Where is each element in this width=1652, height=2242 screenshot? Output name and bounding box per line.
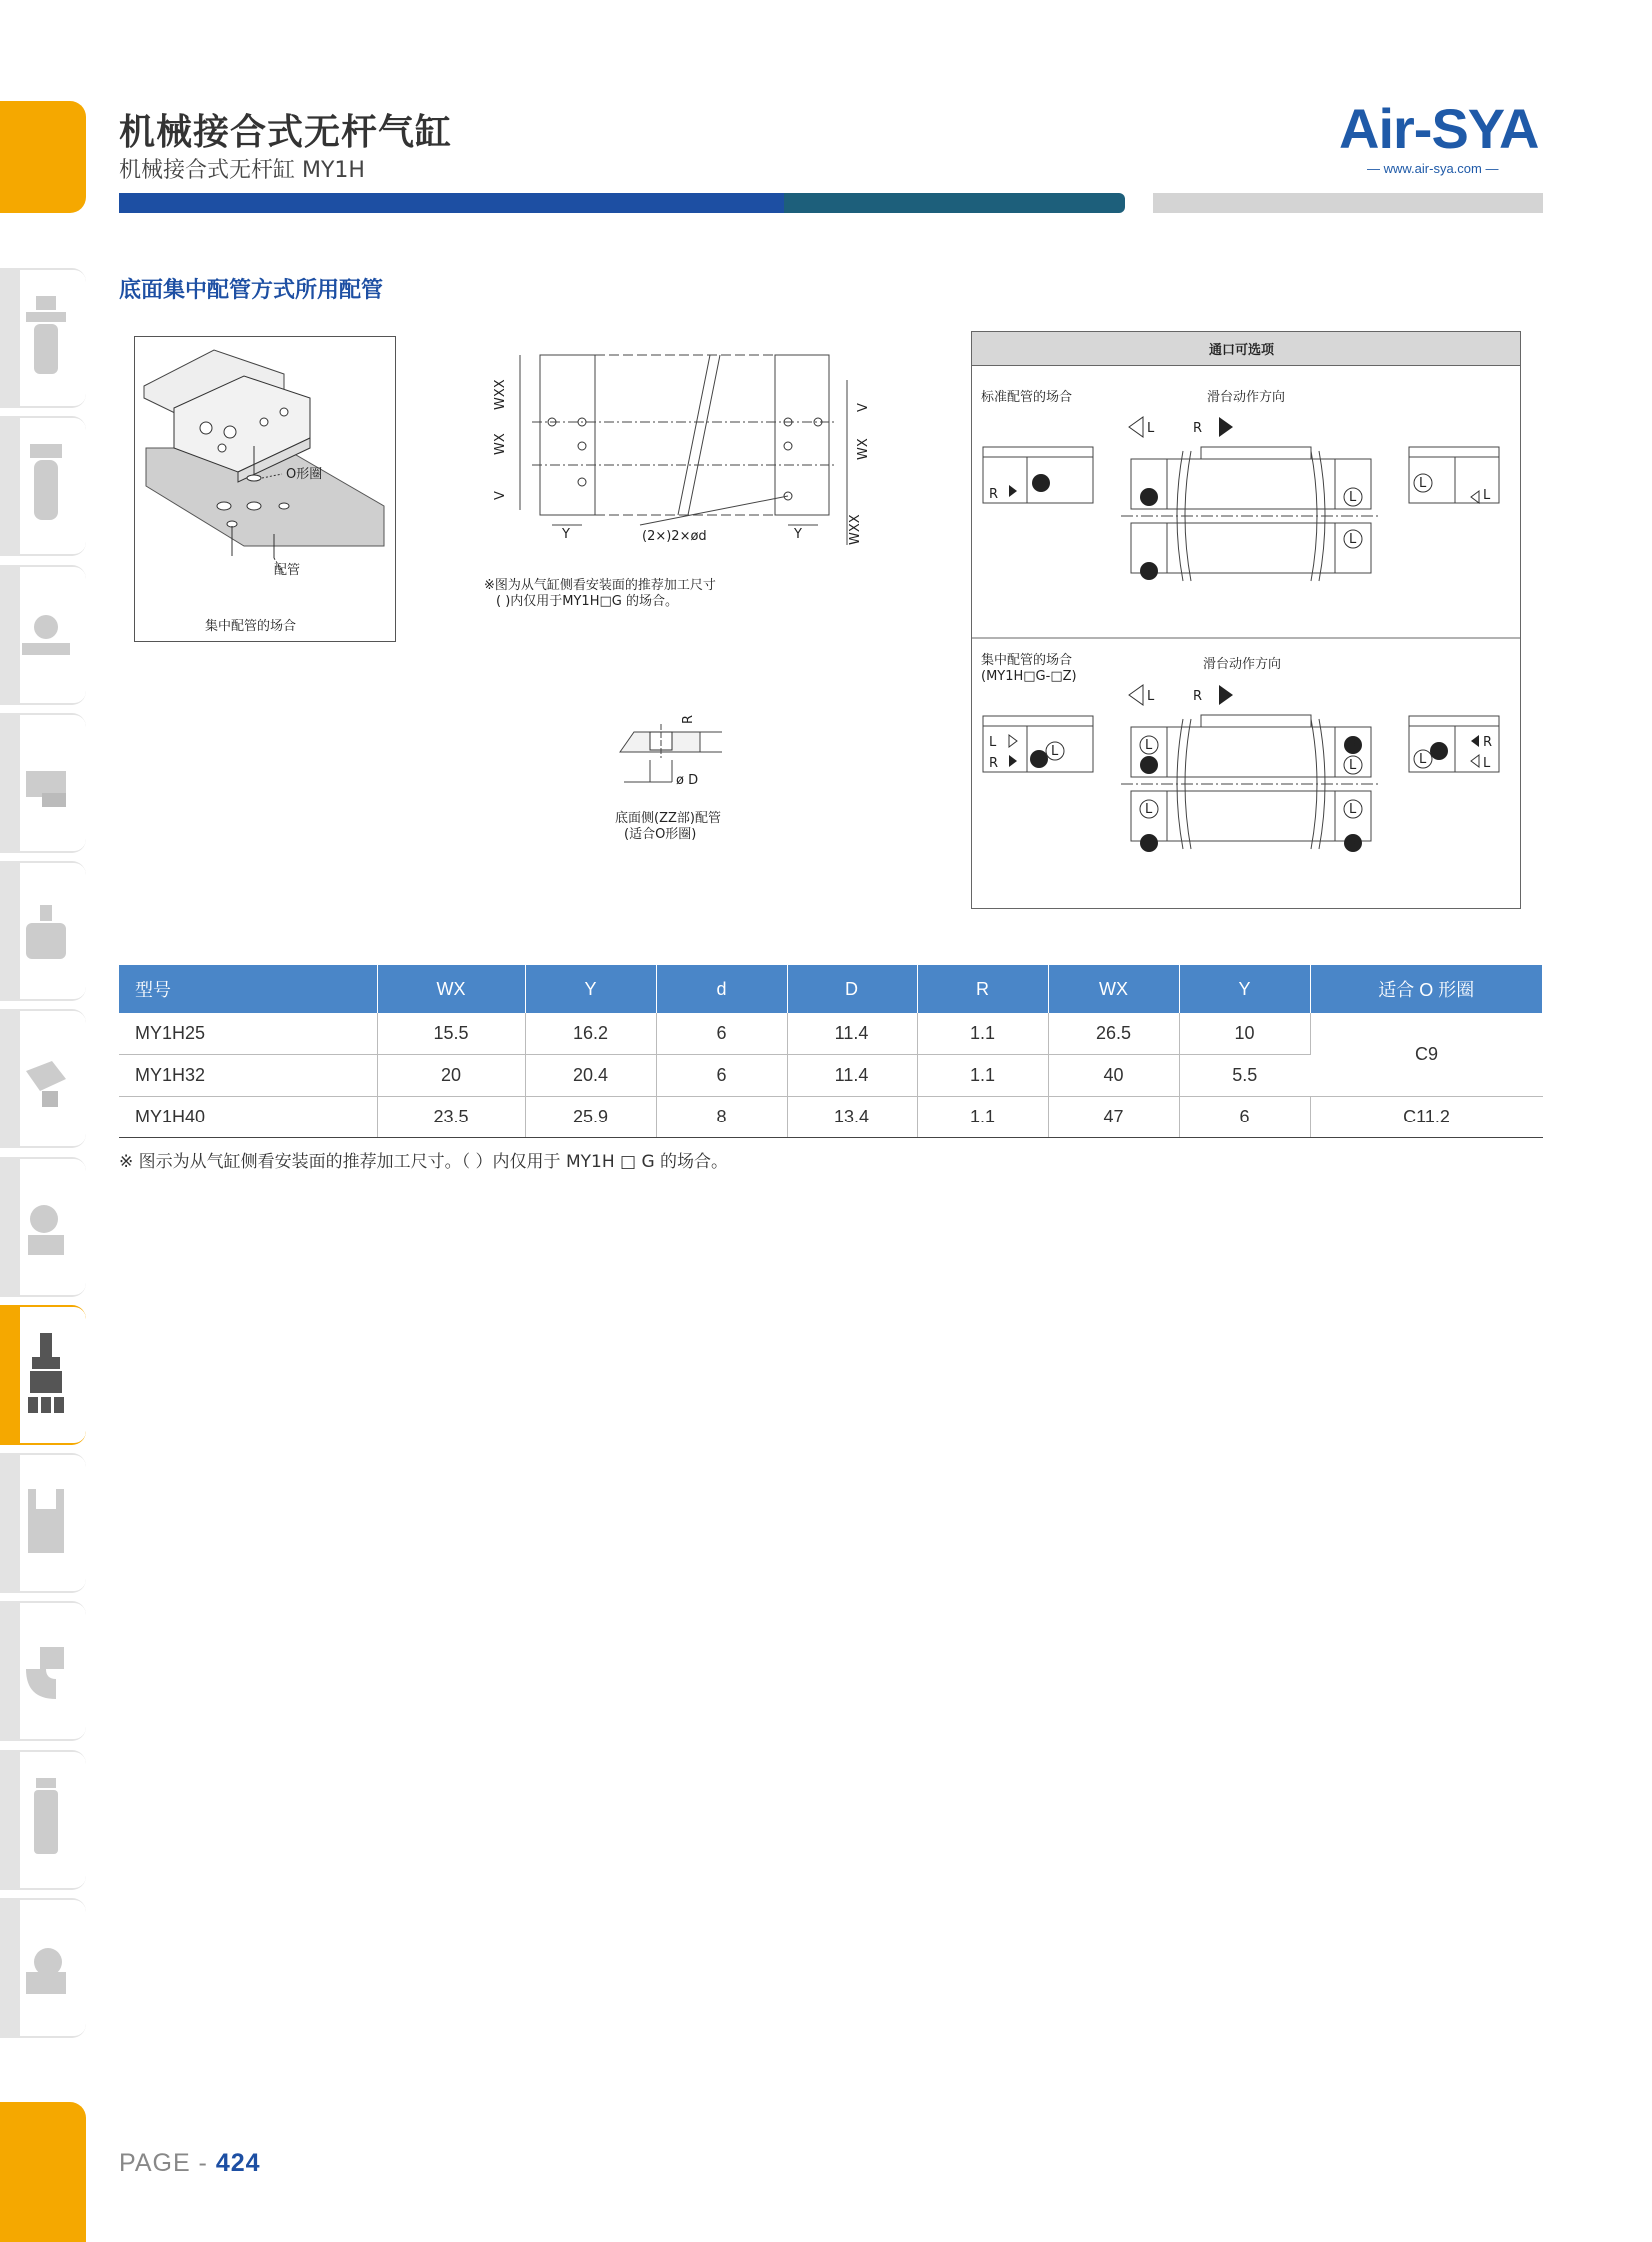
category-tab-pump[interactable]: [0, 1157, 86, 1297]
dimension-table: [119, 965, 1543, 1138]
category-tab-filter-regulator[interactable]: [0, 268, 86, 408]
col-header-r: R: [917, 965, 1048, 1013]
switch-icon: [22, 883, 70, 983]
cell-bigd: 11.4: [787, 1055, 917, 1097]
col-header-y: Y: [525, 965, 656, 1013]
category-tab-silencer[interactable]: [0, 1750, 86, 1890]
silencer-icon: [22, 1772, 70, 1872]
motion-label-2: 滑台动作方向: [1203, 657, 1282, 672]
y-label-right: Y: [794, 527, 802, 542]
figure2-note-line2: ( )内仅用于MY1H□G 的场合。: [496, 594, 678, 609]
figure1-caption: 集中配管的场合: [205, 619, 297, 634]
header-bar-teal: [784, 193, 1125, 213]
category-tab-actuator[interactable]: [0, 1009, 86, 1148]
cell-r: 1.1: [917, 1055, 1048, 1097]
col-header-y2: Y: [1179, 965, 1310, 1013]
y-label: Y: [562, 527, 570, 542]
port-options-panel: [971, 331, 1521, 909]
svg-text:R: R: [1145, 490, 1155, 505]
port-panel-title: 通口可选项: [1209, 343, 1275, 358]
category-tab-gripper[interactable]: [0, 1453, 86, 1593]
svg-text:R: R: [1483, 735, 1493, 750]
category-tab-vacuum[interactable]: [0, 1898, 86, 2038]
cell-d: 6: [656, 1013, 787, 1055]
svg-text:L: L: [1349, 532, 1357, 547]
svg-text:L: L: [1051, 744, 1059, 759]
svg-text:R: R: [989, 756, 999, 771]
table-footnote: ※ 图示为从气缸侧看安装面的推荐加工尺寸。（ ）内仅用于 MY1H □ G 的场合。: [119, 1152, 729, 1172]
valve-icon: [22, 735, 70, 835]
cell-wx2: 26.5: [1048, 1013, 1179, 1055]
central-label-line2: (MY1H□G-□Z): [981, 669, 1077, 684]
svg-text:L: L: [989, 735, 997, 750]
filter-icon: [22, 438, 70, 538]
svg-text:R: R: [1349, 836, 1359, 851]
svg-text:R: R: [1035, 752, 1045, 767]
side-accent-bottom: [0, 2102, 86, 2242]
svg-text:L: L: [1419, 752, 1427, 767]
svg-text:R: R: [1037, 476, 1047, 491]
cell-r: 1.1: [917, 1013, 1048, 1055]
motion-right-2: R: [1193, 689, 1203, 704]
d-label: ø D: [676, 773, 699, 788]
table-row: [119, 1013, 1543, 1055]
section-title: 底面集中配管方式所用配管: [119, 278, 384, 303]
oring-label: O形圈: [286, 467, 323, 482]
header-bar-grey: [1153, 193, 1543, 213]
wxx-label: WXX: [493, 379, 508, 410]
cell-y: 25.9: [525, 1097, 656, 1138]
cell-y2: 5.5: [1179, 1055, 1310, 1097]
gauge-icon: [22, 587, 70, 687]
category-tab-filter[interactable]: [0, 416, 86, 556]
v-label: V: [493, 491, 508, 500]
standard-label: 标准配管的场合: [981, 390, 1073, 405]
brand-logo: Air-SYA: [1339, 97, 1539, 160]
page-prefix: PAGE -: [119, 2149, 216, 2177]
col-header-wx: WX: [377, 965, 525, 1013]
col-header-wx2: WX: [1048, 965, 1179, 1013]
svg-text:L: L: [1349, 490, 1357, 505]
svg-text:L: L: [1419, 476, 1427, 491]
figure2-note-line1: ※图为从气缸侧看安装面的推荐加工尺寸: [484, 578, 716, 593]
svg-text:L: L: [1145, 802, 1153, 817]
cell-wx: 20: [377, 1055, 525, 1097]
category-tab-cylinder[interactable]: [0, 1305, 86, 1445]
cell-y2: 6: [1179, 1097, 1310, 1138]
cell-r: 1.1: [917, 1097, 1048, 1138]
wx-label-right: WX: [856, 438, 871, 460]
svg-text:L: L: [1349, 802, 1357, 817]
category-tab-gauge[interactable]: [0, 565, 86, 705]
cylinder-icon: [22, 1327, 70, 1427]
svg-text:R: R: [1435, 744, 1445, 759]
cell-oring: C11.2: [1310, 1097, 1543, 1138]
cell-bigd: 11.4: [787, 1013, 917, 1055]
cell-model: MY1H40: [119, 1097, 377, 1138]
filter-regulator-icon: [22, 290, 70, 390]
category-tab-valve[interactable]: [0, 713, 86, 853]
vacuum-icon: [22, 1920, 70, 2020]
page-number-value: 424: [215, 2149, 261, 2177]
svg-text:R: R: [1145, 564, 1155, 579]
cell-y2: 10: [1179, 1013, 1310, 1055]
figure3-caption-line2: (适合O形圈): [624, 827, 697, 842]
actuator-icon: [22, 1031, 70, 1130]
svg-text:R: R: [1145, 758, 1155, 773]
header-bar-blue: [119, 193, 784, 213]
cell-d: 8: [656, 1097, 787, 1138]
cell-y: 20.4: [525, 1055, 656, 1097]
svg-text:L: L: [1483, 488, 1491, 503]
svg-text:R: R: [1145, 836, 1155, 851]
holes-label: (2×)2×ød: [642, 529, 707, 544]
pipe-label: 配管: [274, 563, 301, 578]
page-title: 机械接合式无杆气缸: [119, 112, 453, 153]
category-tab-fitting[interactable]: [0, 1601, 86, 1741]
cell-model: MY1H25: [119, 1013, 377, 1055]
side-accent-top: [0, 101, 86, 213]
col-header-oring: 适合 O 形圈: [1310, 965, 1543, 1013]
cell-wx2: 40: [1048, 1055, 1179, 1097]
fitting-icon: [22, 1623, 70, 1723]
cell-wx: 23.5: [377, 1097, 525, 1138]
cell-model: MY1H32: [119, 1055, 377, 1097]
v-label-right: V: [856, 403, 871, 412]
wxx-label-right: WXX: [848, 514, 863, 545]
category-tab-switch[interactable]: [0, 861, 86, 1001]
motion-left-1: L: [1147, 421, 1155, 436]
figure-central-piping-isometric: [134, 336, 396, 642]
central-label-line1: 集中配管的场合: [981, 653, 1073, 668]
gripper-icon: [22, 1475, 70, 1575]
page-subtitle: 机械接合式无杆缸 MY1H: [119, 158, 365, 183]
col-header-bigd: D: [787, 965, 917, 1013]
col-header-model: 型号: [119, 965, 377, 1013]
svg-text:R: R: [989, 487, 999, 502]
wx-label: WX: [493, 433, 508, 455]
page-number: [119, 2149, 261, 2178]
cell-bigd: 13.4: [787, 1097, 917, 1138]
motion-right-1: R: [1193, 421, 1203, 436]
cell-y: 16.2: [525, 1013, 656, 1055]
table-header-row: [119, 965, 1543, 1013]
cell-wx2: 47: [1048, 1097, 1179, 1138]
motion-label-1: 滑台动作方向: [1207, 390, 1286, 405]
cell-oring: C9: [1310, 1013, 1543, 1097]
figure-oring-counterbore: [610, 710, 730, 790]
svg-text:L: L: [1349, 758, 1357, 773]
svg-text:R: R: [1349, 738, 1359, 753]
pump-icon: [22, 1179, 70, 1279]
svg-text:L: L: [1483, 756, 1491, 771]
col-header-d: d: [656, 965, 787, 1013]
cell-wx: 15.5: [377, 1013, 525, 1055]
cell-d: 6: [656, 1055, 787, 1097]
table-row: [119, 1097, 1543, 1138]
motion-left-2: L: [1147, 689, 1155, 704]
figure3-caption-line1: 底面侧(ZZ部)配管: [615, 811, 721, 826]
svg-text:L: L: [1145, 738, 1153, 753]
brand-url: — www.air-sya.com —: [1367, 161, 1499, 176]
figure-mounting-dimensions: [470, 350, 909, 550]
r-label: R: [681, 714, 696, 724]
